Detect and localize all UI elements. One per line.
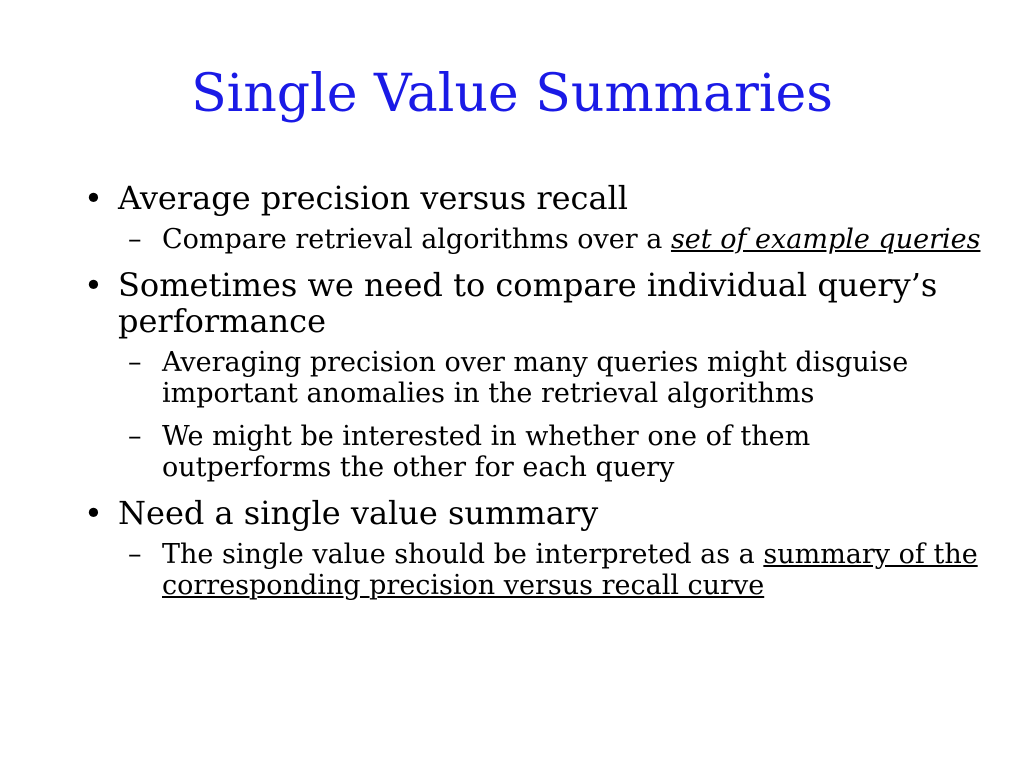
slide-title: Single Value Summaries bbox=[191, 64, 833, 124]
sub-bullet-item bbox=[118, 539, 984, 601]
bullet-text: Average precision versus recall bbox=[118, 179, 629, 217]
sub-bullet-text: Averaging precision over many queries might disguise important anomalies in the retrieval algorithms bbox=[162, 347, 909, 409]
bullet-item bbox=[84, 267, 984, 483]
dash-marker: – bbox=[128, 347, 142, 378]
sub-bullet-list bbox=[118, 539, 984, 601]
sub-bullet-text: We might be interested in whether one of them outperforms the other for each query bbox=[162, 421, 811, 483]
emphasized-phrase: set of example queries bbox=[670, 224, 981, 255]
sub-bullet-list bbox=[118, 347, 984, 483]
sub-bullet-item bbox=[118, 421, 984, 483]
bullet-list bbox=[84, 180, 984, 613]
sub-bullet-text: Compare retrieval algorithms over a bbox=[162, 224, 671, 255]
sub-bullet-list bbox=[118, 224, 984, 255]
dash-marker: – bbox=[128, 421, 142, 452]
bullet-text: Need a single value summary bbox=[118, 494, 599, 532]
bullet-marker: • bbox=[84, 266, 103, 304]
sub-bullet-item bbox=[118, 224, 984, 255]
sub-bullet-item bbox=[118, 347, 984, 409]
bullet-text: Sometimes we need to compare individual query’s performance bbox=[118, 266, 938, 340]
dash-marker: – bbox=[128, 539, 142, 570]
sub-bullet-text: The single value should be interpreted as a bbox=[162, 539, 764, 570]
underlined-phrase: summary of the corresponding precision versus recall curve bbox=[162, 539, 978, 601]
bullet-item bbox=[84, 180, 984, 255]
bullet-item bbox=[84, 495, 984, 601]
bullet-marker: • bbox=[84, 494, 103, 532]
dash-marker: – bbox=[128, 224, 142, 255]
bullet-marker: • bbox=[84, 179, 103, 217]
